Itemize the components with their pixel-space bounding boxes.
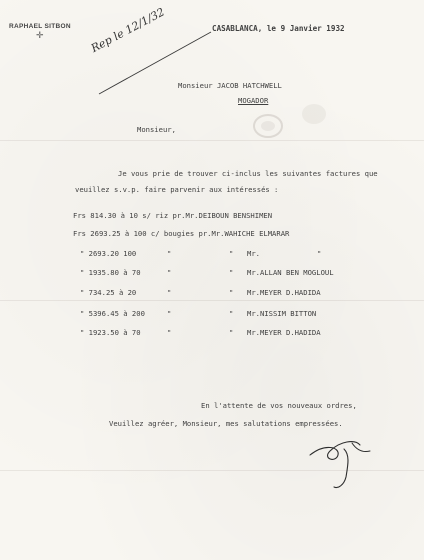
- closing-line-1: En l'attente de vos nouveaux ordres,: [201, 401, 357, 410]
- row-ditto: ": [229, 249, 234, 258]
- intro-line-1: Je vous prie de trouver ci-inclus les suivantes factures que: [118, 169, 378, 178]
- invoice-line: Frs 2693.25 à 100 c/ bougies pr.Mr.WAHICHE ELMARAR: [73, 229, 290, 238]
- closing-line-2: Veuillez agréer, Monsieur, mes salutations empressées.: [109, 419, 343, 428]
- faded-stamp: [248, 110, 288, 142]
- row-ditto: ": [167, 249, 172, 258]
- row-ditto: ": [167, 328, 172, 337]
- row-ditto: ": [317, 249, 322, 258]
- row-ditto: ": [229, 328, 234, 337]
- letterhead-mark-icon: ✛: [36, 31, 44, 41]
- row-amount: " 2693.20 100: [80, 249, 137, 258]
- handwritten-annotation: Rep le 12/1/32: [88, 5, 167, 55]
- row-ditto: ": [229, 309, 234, 318]
- row-payee: Mr.: [247, 249, 260, 258]
- paper-crease: [0, 140, 424, 141]
- row-amount: " 5396.45 à 200: [80, 309, 145, 318]
- recipient-city: MOGADOR: [238, 96, 269, 105]
- row-amount: " 1923.50 à 70: [80, 328, 141, 337]
- row-ditto: ": [167, 268, 172, 277]
- row-ditto: ": [167, 309, 172, 318]
- recipient-name: Monsieur JACOB HATCHWELL: [178, 81, 282, 90]
- row-ditto: ": [229, 268, 234, 277]
- place-date: CASABLANCA, le 9 Janvier 1932: [212, 24, 345, 33]
- row-ditto: ": [167, 288, 172, 297]
- letterhead-name: RAPHAEL SITBON: [9, 23, 71, 30]
- row-amount: " 734.25 à 20: [80, 288, 137, 297]
- invoice-line: Frs 814.30 à 10 s/ riz pr.Mr.DEIBOUN BENSHIMEN: [73, 211, 273, 220]
- row-payee: Mr.MEYER D.HADIDA: [247, 288, 321, 297]
- row-payee: Mr.NISSIM BITTON: [247, 309, 317, 318]
- handwritten-signature: [300, 425, 380, 495]
- salutation: Monsieur,: [137, 125, 176, 134]
- intro-line-2: veuillez s.v.p. faire parvenir aux intéressés :: [75, 185, 279, 194]
- faded-stamp: [296, 100, 332, 130]
- row-amount: " 1935.80 à 70: [80, 268, 141, 277]
- paper-crease: [0, 300, 424, 301]
- row-ditto: ": [229, 288, 234, 297]
- row-payee: Mr.ALLAN BEN MOGLOUL: [247, 268, 334, 277]
- row-payee: Mr.MEYER D.HADIDA: [247, 328, 321, 337]
